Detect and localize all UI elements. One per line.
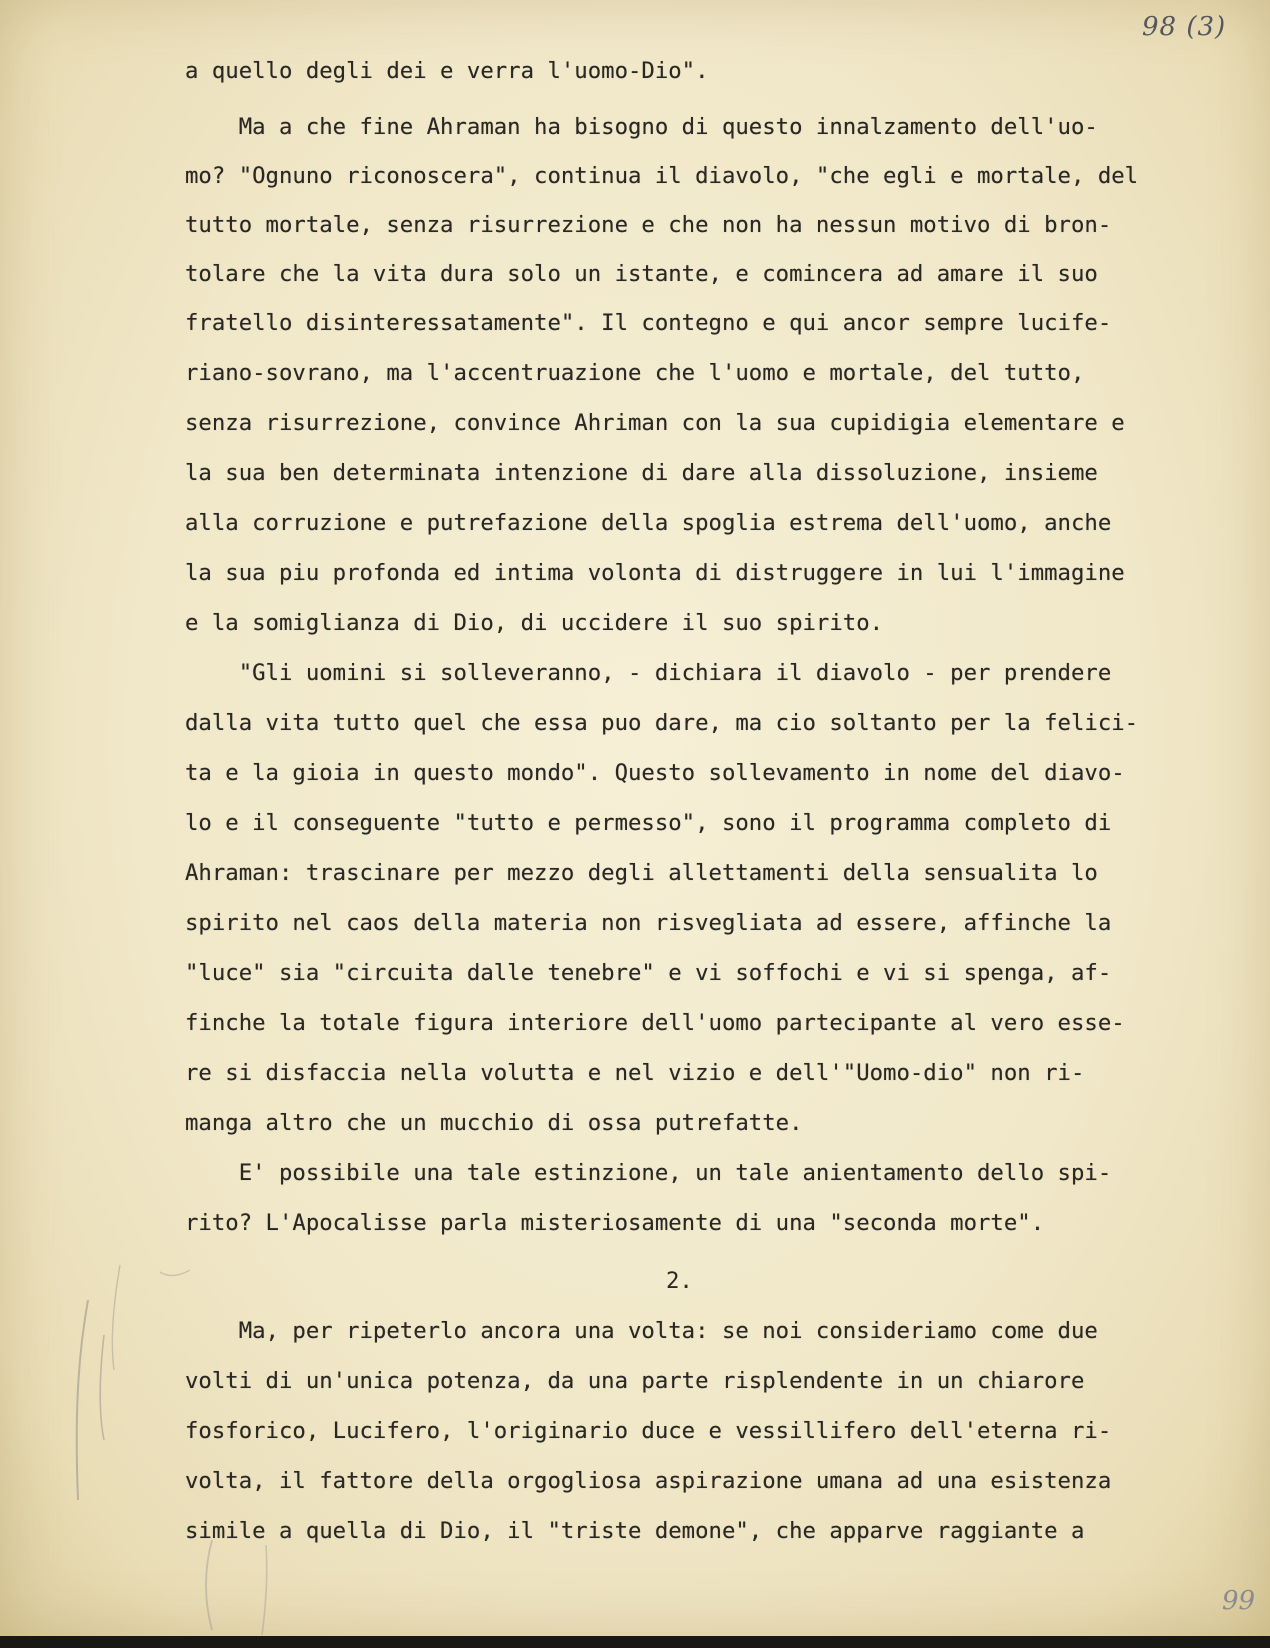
text-line: ta e la gioia in questo mondo". Questo sollevamento in nome del diavo- (185, 760, 1125, 786)
text-line: E' possibile una tale estinzione, un tale anientamento dello spi- (185, 1160, 1112, 1186)
text-line: manga altro che un mucchio di ossa putrefatte. (185, 1110, 803, 1136)
text-line: "Gli uomini si solleveranno, - dichiara il diavolo - per prendere (185, 660, 1112, 686)
text-line: riano-sovrano, ma l'accentruazione che l'uomo e mortale, del tutto, (185, 360, 1085, 386)
text-line: fosforico, Lucifero, l'originario duce e vessillifero dell'eterna ri- (185, 1418, 1112, 1444)
text-line: la sua piu profonda ed intima volonta di distruggere in lui l'immagine (185, 560, 1125, 586)
text-line: tutto mortale, senza risurrezione e che non ha nessun motivo di bron- (185, 212, 1112, 238)
text-line: spirito nel caos della materia non risvegliata ad essere, affinche la (185, 910, 1112, 936)
section-number: 2. (666, 1268, 693, 1294)
text-line: fratello disinteressatamente". Il contegno e qui ancor sempre lucife- (185, 310, 1112, 336)
folio-number: 99 (1222, 1586, 1256, 1616)
page-number: 98 (3) (1142, 12, 1227, 42)
text-line: simile a quella di Dio, il "triste demone", che apparve raggiante a (185, 1518, 1085, 1544)
text-line: "luce" sia "circuita dalle tenebre" e vi soffochi e vi si spenga, af- (185, 960, 1112, 986)
text-line: re si disfaccia nella volutta e nel vizio e dell'"Uomo-dio" non ri- (185, 1060, 1085, 1086)
text-line: Ahraman: trascinare per mezzo degli allettamenti della sensualita lo (185, 860, 1098, 886)
text-line: volta, il fattore della orgogliosa aspirazione umana ad una esistenza (185, 1468, 1112, 1494)
text-line: a quello degli dei e verra l'uomo-Dio". (185, 58, 709, 84)
text-line: finche la totale figura interiore dell'uomo partecipante al vero esse- (185, 1010, 1125, 1036)
text-line: volti di un'unica potenza, da una parte risplendente in un chiarore (185, 1368, 1085, 1394)
text-line: alla corruzione e putrefazione della spoglia estrema dell'uomo, anche (185, 510, 1112, 536)
text-line: dalla vita tutto quel che essa puo dare, ma cio soltanto per la felici- (185, 710, 1139, 736)
text-line: e la somiglianza di Dio, di uccidere il suo spirito. (185, 610, 884, 636)
text-line: la sua ben determinata intenzione di dare alla dissoluzione, insieme (185, 460, 1098, 486)
text-line: Ma, per ripeterlo ancora una volta: se noi consideriamo come due (185, 1318, 1098, 1344)
text-line: mo? "Ognuno riconoscera", continua il diavolo, "che egli e mortale, del (185, 163, 1139, 189)
text-line: tolare che la vita dura solo un istante, e comincera ad amare il suo (185, 261, 1098, 287)
text-line: rito? L'Apocalisse parla misteriosamente di una "seconda morte". (185, 1210, 1045, 1236)
text-line: Ma a che fine Ahraman ha bisogno di questo innalzamento dell'uo- (185, 114, 1098, 140)
scan-edge (0, 1636, 1270, 1648)
text-line: lo e il conseguente "tutto e permesso", sono il programma completo di (185, 810, 1112, 836)
text-line: senza risurrezione, convince Ahriman con la sua cupidigia elementare e (185, 410, 1125, 436)
